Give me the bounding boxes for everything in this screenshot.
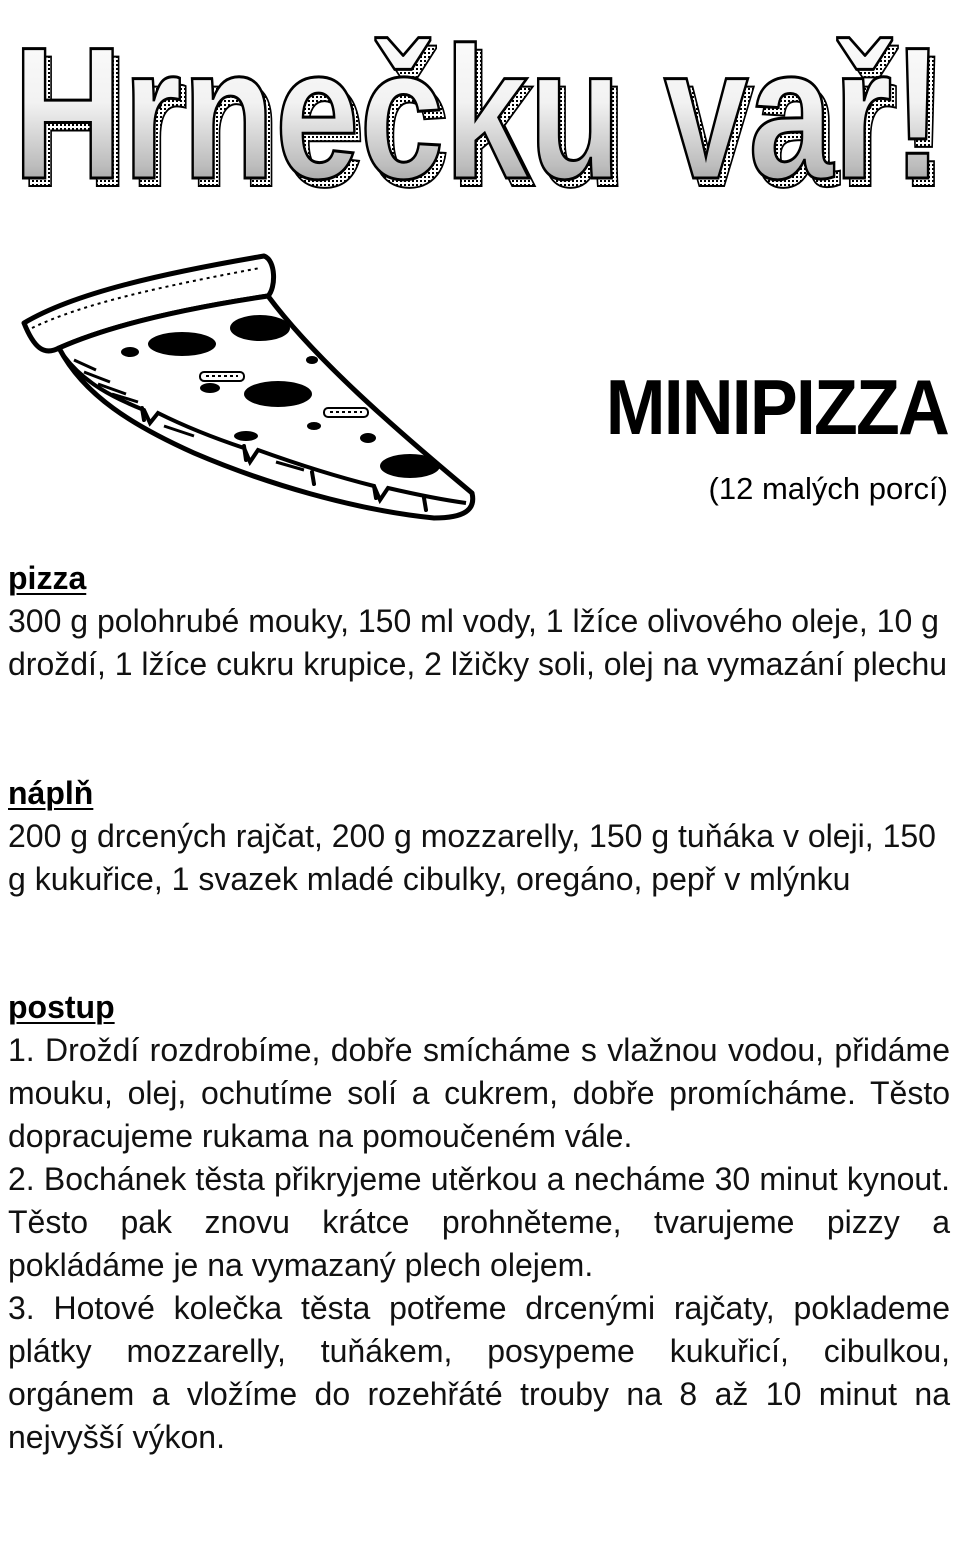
section-napln bbox=[8, 772, 950, 901]
recipe-servings: (12 malých porcí) bbox=[708, 471, 948, 506]
step-1: 1. Droždí rozdrobíme, dobře smícháme s vlažnou vodou, přidáme mouku, olej, ochutíme solí a cukrem, dobře promícháme. Těsto dopracujeme rukama na pomoučeném vále. bbox=[8, 1032, 950, 1154]
section-heading-postup: postup bbox=[8, 989, 115, 1025]
section-heading-pizza: pizza bbox=[8, 560, 87, 596]
pizza-slice-icon bbox=[14, 248, 484, 533]
banner-title-shadow: Hrnečku vař! bbox=[19, 16, 949, 200]
section-postup bbox=[8, 986, 950, 1459]
banner bbox=[0, 0, 960, 200]
step-2: 2. Bochánek těsta přikryjeme utěrkou a necháme 30 minut kynout. Těsto pak znovu krátce prohněteme, tvarujeme pizzy a pokládáme je na vymazaný plech olejem. bbox=[8, 1161, 950, 1283]
recipe-title: MINIPIZZA bbox=[605, 363, 948, 451]
ingredients-napln: 200 g drcených rajčat, 200 g mozzarelly, 150 g tuňáka v oleji, 150 g kukuřice, 1 svazek mladé cibulky, oregáno, pepř v mlýnku bbox=[8, 818, 936, 897]
ingredients-pizza: 300 g polohrubé mouky, 150 ml vody, 1 lžíce olivového oleje, 10 g droždí, 1 lžíce cukru krupice, 2 lžičky soli, olej na vymazání plechu bbox=[8, 603, 948, 682]
banner-title: Hrnečku vař! bbox=[13, 8, 943, 200]
banner-title-graphic bbox=[0, 0, 960, 200]
step-3: 3. Hotové kolečka těsta potřeme drcenými rajčaty, poklademe plátky mozzarelly, tuňákem, posypeme kukuřicí, cibulkou, orgánem a vložíme do rozehřáté trouby na 8 až 10 minut na nejvyšší výkon. bbox=[8, 1290, 950, 1455]
section-heading-napln: náplň bbox=[8, 775, 94, 811]
section-pizza bbox=[8, 557, 950, 686]
